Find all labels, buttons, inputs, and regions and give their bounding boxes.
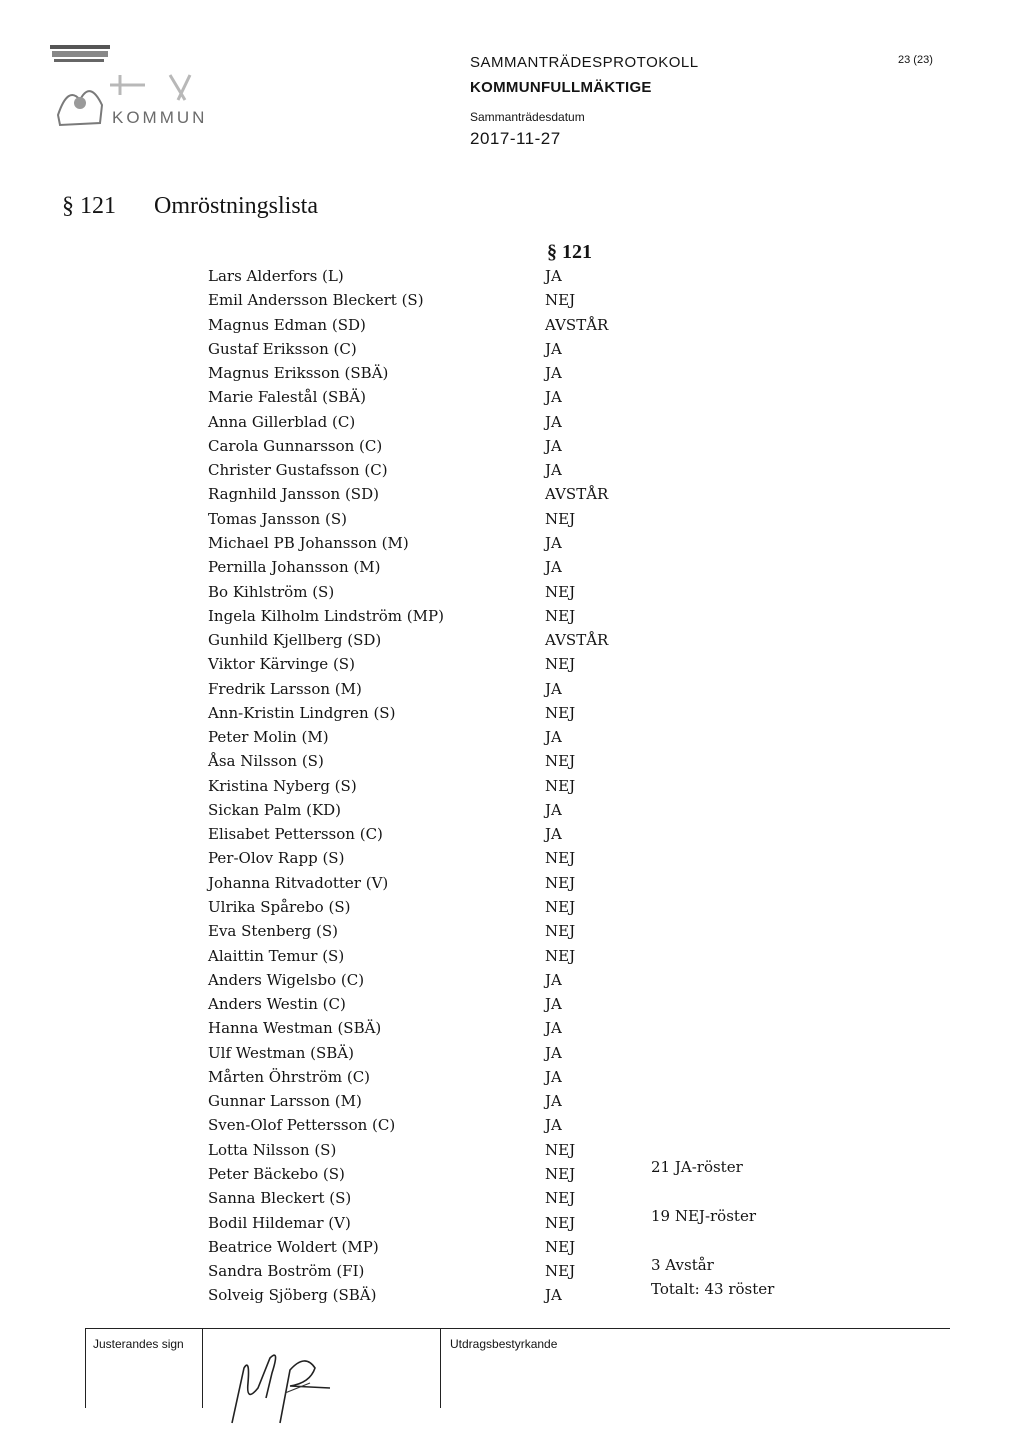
member-vote: NEJ: [545, 582, 576, 601]
vote-row: [208, 992, 808, 1016]
member-name: Sanna Bleckert (S): [208, 1189, 352, 1208]
member-name: Magnus Edman (SD): [208, 315, 366, 334]
vote-row: [208, 313, 808, 337]
member-name: Mårten Öhrström (C): [208, 1067, 371, 1086]
municipality-name: KOMMUN: [112, 108, 208, 127]
summary-avstar: 3 Avstår: [651, 1256, 714, 1274]
vote-row: [208, 968, 808, 992]
member-vote: NEJ: [545, 1262, 576, 1281]
member-vote: JA: [545, 267, 562, 285]
member-vote: JA: [545, 461, 562, 480]
vote-row: [208, 434, 808, 458]
member-vote: JA: [545, 533, 562, 552]
member-name: Ragnhild Jansson (SD): [208, 485, 379, 504]
member-name: Christer Gustafsson (C): [208, 461, 388, 480]
vote-row: [208, 749, 808, 773]
member-vote: NEJ: [545, 509, 576, 528]
member-vote: JA: [545, 1092, 562, 1111]
vote-row: [208, 555, 808, 579]
vote-row: [208, 1016, 808, 1040]
member-vote: NEJ: [545, 1189, 576, 1208]
member-name: Pernilla Johansson (M): [208, 558, 381, 577]
signature-label: Justerandes sign: [93, 1337, 184, 1351]
certification-label: Utdragsbestyrkande: [450, 1337, 558, 1351]
date-label: Sammanträdesdatum: [470, 110, 585, 124]
vote-row: [208, 871, 808, 895]
vote-row: [208, 774, 808, 798]
member-name: Ulf Westman (SBÄ): [208, 1043, 354, 1062]
vote-row: [208, 1113, 808, 1137]
member-vote: NEJ: [545, 1213, 576, 1232]
member-name: Marie Falestål (SBÄ): [208, 388, 366, 407]
vote-row: [208, 288, 808, 312]
member-vote: NEJ: [545, 946, 576, 965]
member-vote: JA: [545, 800, 562, 819]
member-name: Elisabet Pettersson (C): [208, 825, 383, 844]
member-vote: JA: [545, 388, 562, 407]
vote-row: [208, 895, 808, 919]
vote-row: [208, 725, 808, 749]
member-vote: NEJ: [545, 898, 576, 917]
member-vote: NEJ: [545, 873, 576, 892]
footer-divider-1: [202, 1328, 203, 1408]
vote-row: [208, 361, 808, 385]
member-vote: JA: [545, 1116, 562, 1135]
member-vote: NEJ: [545, 1237, 576, 1256]
member-name: Tomas Jansson (S): [208, 509, 347, 528]
handwritten-signature-icon: [210, 1328, 360, 1428]
member-name: Solveig Sjöberg (SBÄ): [208, 1286, 377, 1305]
vote-row: [208, 677, 808, 701]
member-name: Michael PB Johansson (M): [208, 533, 409, 552]
vote-row: [208, 652, 808, 676]
member-name: Eva Stenberg (S): [208, 922, 338, 941]
assembly-name: KOMMUNFULLMÄKTIGE: [470, 79, 652, 96]
member-name: Kristina Nyberg (S): [208, 776, 357, 795]
vote-row: [208, 944, 808, 968]
member-vote: NEJ: [545, 703, 576, 722]
section-heading: [62, 193, 318, 220]
vote-row: [208, 822, 808, 846]
member-name: Bodil Hildemar (V): [208, 1213, 351, 1232]
vote-row: [208, 482, 808, 506]
footer-divider-2: [440, 1328, 441, 1408]
member-name: Magnus Eriksson (SBÄ): [208, 364, 389, 383]
document-type: SAMMANTRÄDESPROTOKOLL: [470, 54, 699, 71]
summary-ja: 21 JA-röster: [651, 1158, 743, 1176]
member-vote: JA: [545, 995, 562, 1014]
vote-row: [208, 1235, 808, 1259]
member-name: Gustaf Eriksson (C): [208, 339, 357, 358]
summary-total: Totalt: 43 röster: [651, 1280, 775, 1298]
member-name: Peter Bäckebo (S): [208, 1164, 345, 1183]
member-name: Lars Alderfors (L): [208, 267, 344, 285]
member-vote: AVSTÅR: [545, 485, 609, 504]
member-name: Carola Gunnarsson (C): [208, 436, 383, 455]
vote-row: [208, 410, 808, 434]
member-name: Fredrik Larsson (M): [208, 679, 362, 698]
vote-row: [208, 458, 808, 482]
member-name: Alaittin Temur (S): [208, 946, 345, 965]
vote-row: [208, 580, 808, 604]
member-vote: NEJ: [545, 922, 576, 941]
member-vote: JA: [545, 339, 562, 358]
meeting-date: 2017-11-27: [470, 129, 561, 148]
member-name: Sickan Palm (KD): [208, 800, 342, 819]
member-vote: NEJ: [545, 655, 576, 674]
vote-row: [208, 337, 808, 361]
member-vote: JA: [545, 436, 562, 455]
vote-row: [208, 604, 808, 628]
member-name: Ulrika Spårebo (S): [208, 898, 351, 917]
member-name: Gunhild Kjellberg (SD): [208, 631, 382, 650]
member-name: Anna Gillerblad (C): [208, 412, 356, 431]
vote-row: [208, 846, 808, 870]
member-name: Emil Andersson Bleckert (S): [208, 291, 424, 310]
vote-row: [208, 531, 808, 555]
member-name: Ingela Kilholm Lindström (MP): [208, 606, 444, 625]
member-name: Hanna Westman (SBÄ): [208, 1019, 382, 1038]
member-name: Sandra Boström (FI): [208, 1262, 365, 1281]
member-vote: NEJ: [545, 1164, 576, 1183]
section-title: Omröstningslista: [154, 193, 319, 219]
vote-row: [208, 1065, 808, 1089]
vote-row: [208, 507, 808, 531]
member-vote: AVSTÅR: [545, 315, 609, 334]
member-vote: NEJ: [545, 752, 576, 771]
member-vote: JA: [545, 1019, 562, 1038]
vote-row: [208, 264, 808, 288]
member-vote: AVSTÅR: [545, 631, 609, 650]
member-name: Lotta Nilsson (S): [208, 1140, 337, 1159]
member-vote: NEJ: [545, 291, 576, 310]
vote-row: [208, 919, 808, 943]
member-vote: JA: [545, 728, 562, 747]
member-vote: JA: [545, 364, 562, 383]
vote-row: [208, 798, 808, 822]
member-name: Bo Kihlström (S): [208, 582, 335, 601]
member-vote: NEJ: [545, 776, 576, 795]
member-vote: JA: [545, 1067, 562, 1086]
member-vote: JA: [545, 679, 562, 698]
section-number: § 121: [62, 193, 116, 219]
member-name: Anders Wigelsbo (C): [208, 970, 365, 989]
member-name: Johanna Ritvadotter (V): [208, 873, 389, 892]
member-name: Per-Olov Rapp (S): [208, 849, 345, 868]
vote-row: [208, 385, 808, 409]
vote-column-header: § 121: [547, 241, 592, 263]
vote-row: [208, 701, 808, 725]
member-vote: NEJ: [545, 1140, 576, 1159]
footer-left-rule: [85, 1328, 86, 1408]
member-name: Åsa Nilsson (S): [208, 752, 324, 771]
member-vote: JA: [545, 412, 562, 431]
vote-row: [208, 628, 808, 652]
member-vote: JA: [545, 1286, 562, 1305]
member-name: Viktor Kärvinge (S): [208, 655, 355, 674]
vote-row: [208, 1041, 808, 1065]
page-number: 23 (23): [898, 54, 933, 66]
member-name: Gunnar Larsson (M): [208, 1092, 362, 1111]
vote-row: [208, 1089, 808, 1113]
member-name: Sven-Olof Pettersson (C): [208, 1116, 396, 1135]
member-name: Anders Westin (C): [208, 995, 346, 1014]
member-vote: NEJ: [545, 849, 576, 868]
member-vote: JA: [545, 825, 562, 844]
member-name: Peter Molin (M): [208, 728, 329, 747]
member-vote: JA: [545, 1043, 562, 1062]
summary-nej: 19 NEJ-röster: [651, 1207, 756, 1225]
member-name: Ann-Kristin Lindgren (S): [208, 703, 396, 722]
member-vote: JA: [545, 970, 562, 989]
member-vote: NEJ: [545, 606, 576, 625]
member-vote: JA: [545, 558, 562, 577]
member-name: Beatrice Woldert (MP): [208, 1237, 379, 1256]
